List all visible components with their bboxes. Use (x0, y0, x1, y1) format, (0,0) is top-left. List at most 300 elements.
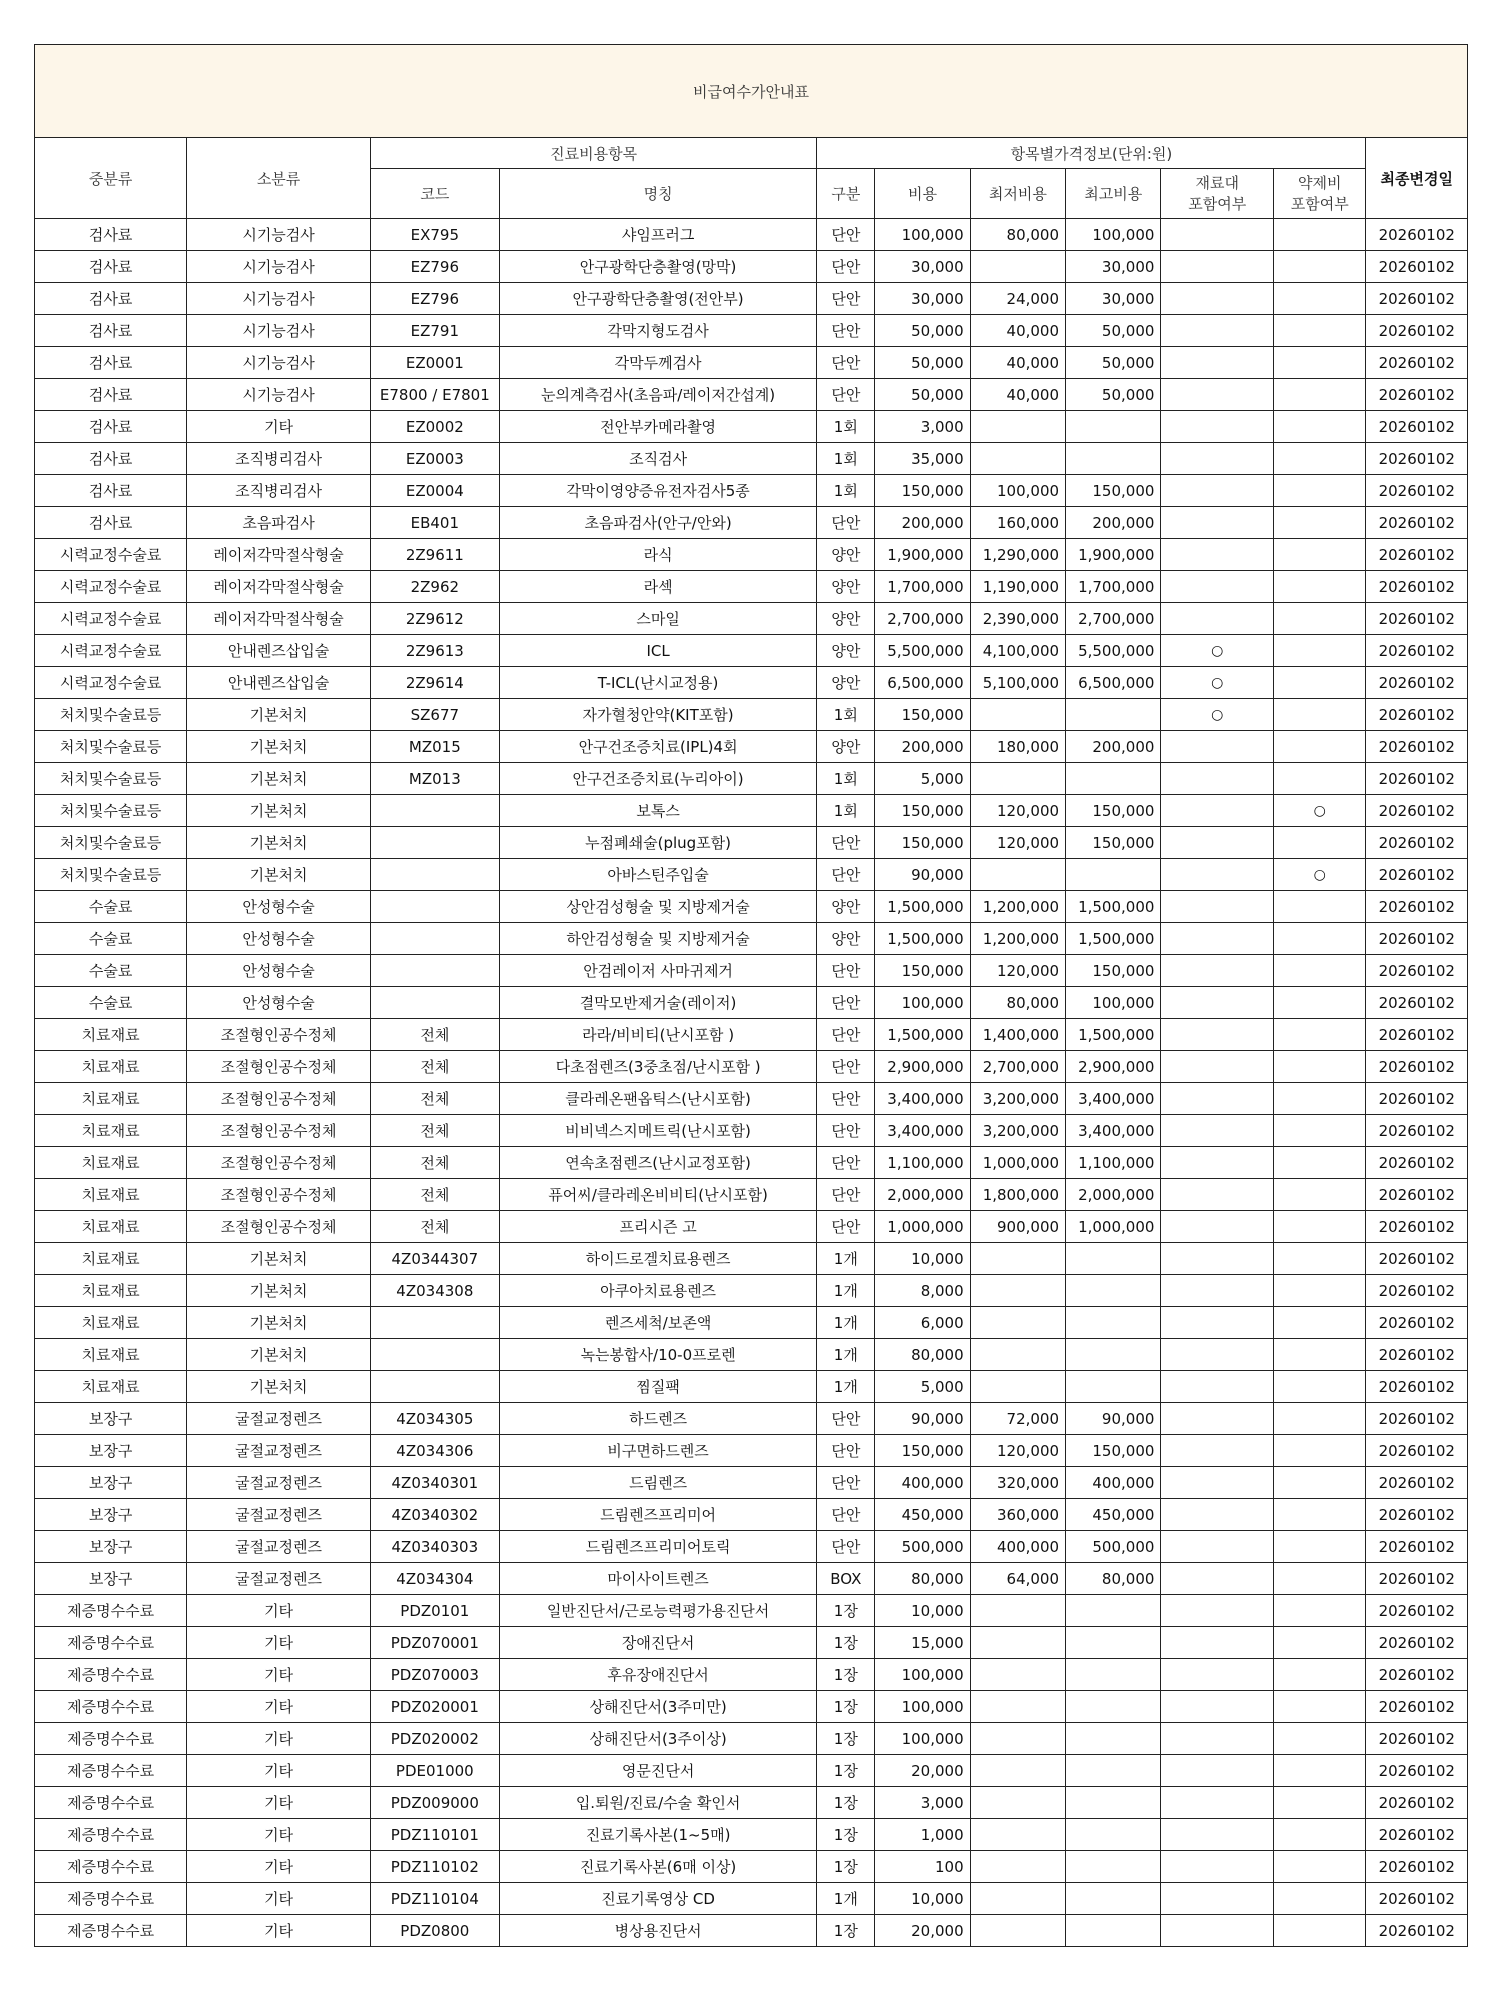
cell-sub-category: 기본처치 (187, 763, 371, 795)
cell-sub-category: 굴절교정렌즈 (187, 1403, 371, 1435)
cell-sub-category: 시기능검사 (187, 251, 371, 283)
cell-mid-category: 검사료 (35, 315, 187, 347)
cell-cost: 8,000 (875, 1275, 970, 1307)
cell-unit: 1장 (817, 1659, 875, 1691)
cell-name: 각막이영양증유전자검사5종 (499, 475, 817, 507)
table-row (35, 1019, 1468, 1051)
cell-sub-category: 조절형인공수정체 (187, 1083, 371, 1115)
cell-max-cost (1066, 1851, 1161, 1883)
cell-max-cost (1066, 1883, 1161, 1915)
cell-material (1161, 1179, 1274, 1211)
cell-material: ○ (1161, 667, 1274, 699)
cell-material (1161, 379, 1274, 411)
cell-min-cost (970, 1595, 1065, 1627)
cell-max-cost (1066, 1243, 1161, 1275)
cell-unit: 단안 (817, 283, 875, 315)
cell-sub-category: 기타 (187, 1659, 371, 1691)
cell-material (1161, 1499, 1274, 1531)
cell-max-cost (1066, 1307, 1161, 1339)
cell-mid-category: 검사료 (35, 379, 187, 411)
cell-name: 샤임프러그 (499, 219, 817, 251)
cell-min-cost (970, 1627, 1065, 1659)
cell-drug (1274, 1371, 1366, 1403)
cell-name: 비비넥스지메트릭(난시포함) (499, 1115, 817, 1147)
cell-last-modified: 20260102 (1366, 283, 1468, 315)
cell-last-modified: 20260102 (1366, 1627, 1468, 1659)
cell-max-cost: 80,000 (1066, 1563, 1161, 1595)
cell-name: 각막두께검사 (499, 347, 817, 379)
cell-mid-category: 검사료 (35, 475, 187, 507)
cell-cost: 100,000 (875, 1691, 970, 1723)
cell-name: 드림렌즈프리미어토릭 (499, 1531, 817, 1563)
cell-unit: 단안 (817, 1435, 875, 1467)
cell-unit: 단안 (817, 1531, 875, 1563)
cell-code: PDZ0101 (370, 1595, 499, 1627)
cell-unit: 1회 (817, 795, 875, 827)
cell-cost: 100 (875, 1851, 970, 1883)
header-unit: 구분 (817, 169, 875, 219)
cell-unit: 1장 (817, 1819, 875, 1851)
cell-material (1161, 1595, 1274, 1627)
table-row (35, 347, 1468, 379)
cell-unit: 단안 (817, 955, 875, 987)
cell-material (1161, 603, 1274, 635)
table-row (35, 891, 1468, 923)
cell-name: 퓨어씨/클라레온비비티(난시포함) (499, 1179, 817, 1211)
cell-drug (1274, 1339, 1366, 1371)
cell-max-cost: 100,000 (1066, 987, 1161, 1019)
table-row (35, 1915, 1468, 1947)
cell-mid-category: 치료재료 (35, 1051, 187, 1083)
cell-unit: 1장 (817, 1851, 875, 1883)
table-row (35, 955, 1468, 987)
cell-code: EZ0003 (370, 443, 499, 475)
cell-material (1161, 923, 1274, 955)
cell-sub-category: 조절형인공수정체 (187, 1019, 371, 1051)
cell-sub-category: 기타 (187, 1915, 371, 1947)
cell-material (1161, 1851, 1274, 1883)
table-row (35, 283, 1468, 315)
cell-code (370, 923, 499, 955)
cell-cost: 3,000 (875, 1787, 970, 1819)
cell-material (1161, 1435, 1274, 1467)
cell-unit: 1회 (817, 443, 875, 475)
cell-cost: 1,500,000 (875, 891, 970, 923)
cell-material (1161, 827, 1274, 859)
cell-code: 전체 (370, 1019, 499, 1051)
cell-max-cost (1066, 1819, 1161, 1851)
cell-min-cost (970, 859, 1065, 891)
cell-unit: 1장 (817, 1595, 875, 1627)
cell-drug (1274, 1755, 1366, 1787)
cell-drug (1274, 923, 1366, 955)
cell-cost: 50,000 (875, 379, 970, 411)
cell-last-modified: 20260102 (1366, 507, 1468, 539)
cell-drug (1274, 731, 1366, 763)
cell-sub-category: 기타 (187, 411, 371, 443)
cell-sub-category: 기타 (187, 1723, 371, 1755)
cell-code: 4Z034305 (370, 1403, 499, 1435)
cell-min-cost: 24,000 (970, 283, 1065, 315)
cell-min-cost: 2,700,000 (970, 1051, 1065, 1083)
cell-drug (1274, 955, 1366, 987)
cell-mid-category: 처치및수술료등 (35, 859, 187, 891)
cell-last-modified: 20260102 (1366, 1083, 1468, 1115)
cell-last-modified: 20260102 (1366, 1307, 1468, 1339)
cell-mid-category: 치료재료 (35, 1275, 187, 1307)
cell-unit: 양안 (817, 539, 875, 571)
cell-code: 2Z962 (370, 571, 499, 603)
cell-unit: 단안 (817, 1019, 875, 1051)
cell-unit: 1장 (817, 1627, 875, 1659)
cell-material (1161, 571, 1274, 603)
cell-name: 일반진단서/근로능력평가용진단서 (499, 1595, 817, 1627)
cell-mid-category: 제증명수수료 (35, 1755, 187, 1787)
cell-min-cost: 3,200,000 (970, 1083, 1065, 1115)
cell-mid-category: 처치및수술료등 (35, 827, 187, 859)
cell-material (1161, 507, 1274, 539)
cell-cost: 1,700,000 (875, 571, 970, 603)
cell-min-cost (970, 1691, 1065, 1723)
cell-code (370, 795, 499, 827)
table-row (35, 1403, 1468, 1435)
cell-last-modified: 20260102 (1366, 1275, 1468, 1307)
cell-max-cost: 5,500,000 (1066, 635, 1161, 667)
cell-material: ○ (1161, 699, 1274, 731)
cell-max-cost (1066, 1371, 1161, 1403)
cell-max-cost: 2,900,000 (1066, 1051, 1161, 1083)
cell-max-cost (1066, 411, 1161, 443)
cell-unit: 1개 (817, 1371, 875, 1403)
cell-code: 전체 (370, 1179, 499, 1211)
cell-code: PDE01000 (370, 1755, 499, 1787)
cell-last-modified: 20260102 (1366, 1595, 1468, 1627)
cell-material (1161, 731, 1274, 763)
table-row (35, 219, 1468, 251)
cell-last-modified: 20260102 (1366, 1243, 1468, 1275)
cell-max-cost: 3,400,000 (1066, 1115, 1161, 1147)
cell-material (1161, 1659, 1274, 1691)
cell-drug (1274, 1147, 1366, 1179)
cell-code: MZ013 (370, 763, 499, 795)
cell-min-cost (970, 1851, 1065, 1883)
cell-material (1161, 539, 1274, 571)
cell-mid-category: 제증명수수료 (35, 1819, 187, 1851)
cell-unit: 1개 (817, 1883, 875, 1915)
cell-code: 전체 (370, 1211, 499, 1243)
cell-max-cost (1066, 859, 1161, 891)
cell-code: 2Z9611 (370, 539, 499, 571)
cell-mid-category: 제증명수수료 (35, 1723, 187, 1755)
cell-min-cost (970, 443, 1065, 475)
table-row (35, 1883, 1468, 1915)
cell-material (1161, 955, 1274, 987)
cell-drug (1274, 1787, 1366, 1819)
cell-drug (1274, 411, 1366, 443)
cell-material (1161, 795, 1274, 827)
cell-drug (1274, 1563, 1366, 1595)
cell-name: 하이드로겔치료용렌즈 (499, 1243, 817, 1275)
cell-material (1161, 891, 1274, 923)
cell-code: EZ796 (370, 251, 499, 283)
table-row (35, 1723, 1468, 1755)
cell-code (370, 891, 499, 923)
cell-drug (1274, 315, 1366, 347)
cell-mid-category: 검사료 (35, 251, 187, 283)
cell-last-modified: 20260102 (1366, 635, 1468, 667)
cell-sub-category: 안성형수술 (187, 923, 371, 955)
cell-name: 클라레온팬옵틱스(난시포함) (499, 1083, 817, 1115)
cell-drug (1274, 1211, 1366, 1243)
cell-mid-category: 치료재료 (35, 1115, 187, 1147)
header-code: 코드 (370, 169, 499, 219)
cell-code: 전체 (370, 1147, 499, 1179)
cell-max-cost: 150,000 (1066, 827, 1161, 859)
cell-drug (1274, 1435, 1366, 1467)
cell-unit: 양안 (817, 923, 875, 955)
cell-max-cost: 6,500,000 (1066, 667, 1161, 699)
cell-drug (1274, 539, 1366, 571)
cell-last-modified: 20260102 (1366, 1787, 1468, 1819)
cell-mid-category: 치료재료 (35, 1179, 187, 1211)
cell-drug (1274, 1115, 1366, 1147)
cell-drug (1274, 1627, 1366, 1659)
cell-drug (1274, 987, 1366, 1019)
cell-mid-category: 보장구 (35, 1403, 187, 1435)
header-mid-category: 중분류 (35, 138, 187, 219)
table-row (35, 379, 1468, 411)
cell-last-modified: 20260102 (1366, 763, 1468, 795)
cell-min-cost: 360,000 (970, 1499, 1065, 1531)
cell-mid-category: 제증명수수료 (35, 1851, 187, 1883)
cell-sub-category: 조절형인공수정체 (187, 1051, 371, 1083)
cell-code: EB401 (370, 507, 499, 539)
cell-unit: BOX (817, 1563, 875, 1595)
cell-code: 4Z034308 (370, 1275, 499, 1307)
table-row (35, 507, 1468, 539)
cell-cost: 150,000 (875, 955, 970, 987)
cell-drug (1274, 1499, 1366, 1531)
cell-name: 누점폐쇄술(plug포함) (499, 827, 817, 859)
cell-cost: 200,000 (875, 731, 970, 763)
table-row (35, 763, 1468, 795)
cell-min-cost (970, 251, 1065, 283)
cell-last-modified: 20260102 (1366, 219, 1468, 251)
header-item-group: 진료비용항목 (370, 138, 817, 169)
table-row (35, 1339, 1468, 1371)
cell-cost: 400,000 (875, 1467, 970, 1499)
cell-name: 보톡스 (499, 795, 817, 827)
table-row (35, 1755, 1468, 1787)
cell-max-cost (1066, 699, 1161, 731)
cell-material (1161, 1691, 1274, 1723)
cell-cost: 150,000 (875, 475, 970, 507)
cell-sub-category: 조절형인공수정체 (187, 1211, 371, 1243)
cell-drug (1274, 667, 1366, 699)
table-row (35, 1787, 1468, 1819)
cell-unit: 양안 (817, 891, 875, 923)
cell-last-modified: 20260102 (1366, 603, 1468, 635)
header-cost: 비용 (875, 169, 970, 219)
table-row (35, 1627, 1468, 1659)
cell-sub-category: 안성형수술 (187, 955, 371, 987)
cell-max-cost: 1,900,000 (1066, 539, 1161, 571)
cell-code: E7800 / E7801 (370, 379, 499, 411)
cell-name: 드림렌즈프리미어 (499, 1499, 817, 1531)
cell-material (1161, 443, 1274, 475)
cell-code (370, 859, 499, 891)
cell-cost: 5,500,000 (875, 635, 970, 667)
cell-min-cost: 1,190,000 (970, 571, 1065, 603)
cell-min-cost: 180,000 (970, 731, 1065, 763)
cell-cost: 5,000 (875, 763, 970, 795)
cell-min-cost: 320,000 (970, 1467, 1065, 1499)
cell-cost: 1,000 (875, 1819, 970, 1851)
cell-name: 비구면하드렌즈 (499, 1435, 817, 1467)
cell-unit: 단안 (817, 1467, 875, 1499)
cell-min-cost: 64,000 (970, 1563, 1065, 1595)
cell-material (1161, 763, 1274, 795)
cell-sub-category: 레이저각막절삭형술 (187, 539, 371, 571)
table-body (35, 219, 1468, 1947)
cell-sub-category: 굴절교정렌즈 (187, 1563, 371, 1595)
cell-drug (1274, 443, 1366, 475)
cell-name: 스마일 (499, 603, 817, 635)
cell-drug (1274, 1243, 1366, 1275)
cell-mid-category: 제증명수수료 (35, 1627, 187, 1659)
table-row (35, 1851, 1468, 1883)
cell-material (1161, 1403, 1274, 1435)
cell-max-cost (1066, 1627, 1161, 1659)
cell-last-modified: 20260102 (1366, 795, 1468, 827)
cell-code: PDZ110102 (370, 1851, 499, 1883)
cell-material: ○ (1161, 635, 1274, 667)
cell-last-modified: 20260102 (1366, 1499, 1468, 1531)
cell-mid-category: 수술료 (35, 923, 187, 955)
cell-sub-category: 조절형인공수정체 (187, 1147, 371, 1179)
cell-material (1161, 1307, 1274, 1339)
table-row (35, 667, 1468, 699)
table-header (35, 138, 1468, 219)
cell-sub-category: 조절형인공수정체 (187, 1179, 371, 1211)
cell-name: 진료기록사본(1~5매) (499, 1819, 817, 1851)
cell-sub-category: 기본처치 (187, 699, 371, 731)
table-row (35, 1115, 1468, 1147)
cell-cost: 90,000 (875, 859, 970, 891)
cell-code: PDZ070001 (370, 1627, 499, 1659)
cell-min-cost: 40,000 (970, 379, 1065, 411)
cell-sub-category: 시기능검사 (187, 379, 371, 411)
cell-name: 아쿠아치료용렌즈 (499, 1275, 817, 1307)
cell-code: 4Z0340303 (370, 1531, 499, 1563)
cell-max-cost (1066, 1787, 1161, 1819)
cell-material (1161, 1627, 1274, 1659)
cell-code: 2Z9612 (370, 603, 499, 635)
cell-name: 다초점렌즈(3중초점/난시포함 ) (499, 1051, 817, 1083)
cell-unit: 단안 (817, 827, 875, 859)
cell-code (370, 1307, 499, 1339)
cell-material (1161, 1819, 1274, 1851)
cell-code: EZ796 (370, 283, 499, 315)
cell-code: EZ0004 (370, 475, 499, 507)
cell-min-cost (970, 1339, 1065, 1371)
cell-mid-category: 처치및수술료등 (35, 699, 187, 731)
cell-mid-category: 보장구 (35, 1467, 187, 1499)
cell-sub-category: 초음파검사 (187, 507, 371, 539)
table-row (35, 1499, 1468, 1531)
cell-max-cost (1066, 1691, 1161, 1723)
cell-code: EZ791 (370, 315, 499, 347)
table-row (35, 1595, 1468, 1627)
cell-drug (1274, 1275, 1366, 1307)
cell-material (1161, 1243, 1274, 1275)
cell-material (1161, 1915, 1274, 1947)
cell-sub-category: 시기능검사 (187, 219, 371, 251)
cell-unit: 1회 (817, 699, 875, 731)
table-row (35, 795, 1468, 827)
cell-sub-category: 안내렌즈삽입술 (187, 667, 371, 699)
cell-cost: 2,000,000 (875, 1179, 970, 1211)
cell-material (1161, 1371, 1274, 1403)
cell-sub-category: 기타 (187, 1883, 371, 1915)
cell-last-modified: 20260102 (1366, 1819, 1468, 1851)
cell-code: MZ015 (370, 731, 499, 763)
cell-max-cost: 3,400,000 (1066, 1083, 1161, 1115)
cell-drug (1274, 827, 1366, 859)
cell-sub-category: 기타 (187, 1819, 371, 1851)
table-row (35, 635, 1468, 667)
cell-min-cost (970, 1819, 1065, 1851)
cell-name: 결막모반제거술(레이저) (499, 987, 817, 1019)
cell-name: 눈의계측검사(초음파/레이저간섭계) (499, 379, 817, 411)
cell-unit: 양안 (817, 635, 875, 667)
cell-mid-category: 치료재료 (35, 1307, 187, 1339)
cell-material (1161, 411, 1274, 443)
cell-max-cost: 400,000 (1066, 1467, 1161, 1499)
cell-min-cost (970, 1243, 1065, 1275)
cell-drug (1274, 1851, 1366, 1883)
cell-code: PDZ0800 (370, 1915, 499, 1947)
cell-code: PDZ070003 (370, 1659, 499, 1691)
cell-drug (1274, 1595, 1366, 1627)
cell-unit: 1개 (817, 1243, 875, 1275)
cell-last-modified: 20260102 (1366, 1851, 1468, 1883)
cell-max-cost: 50,000 (1066, 347, 1161, 379)
cell-code (370, 1371, 499, 1403)
table-row (35, 1243, 1468, 1275)
cell-drug (1274, 251, 1366, 283)
cell-name: 드림렌즈 (499, 1467, 817, 1499)
cell-drug (1274, 1883, 1366, 1915)
cell-unit: 1장 (817, 1787, 875, 1819)
cell-name: 안구광학단층촬영(전안부) (499, 283, 817, 315)
cell-last-modified: 20260102 (1366, 1051, 1468, 1083)
cell-sub-category: 시기능검사 (187, 315, 371, 347)
cell-name: 진료기록사본(6매 이상) (499, 1851, 817, 1883)
header-name: 명칭 (499, 169, 817, 219)
cell-cost: 200,000 (875, 507, 970, 539)
cell-cost: 10,000 (875, 1883, 970, 1915)
cell-cost: 6,500,000 (875, 667, 970, 699)
cell-drug (1274, 1467, 1366, 1499)
cell-min-cost: 1,000,000 (970, 1147, 1065, 1179)
cell-code: 4Z0340302 (370, 1499, 499, 1531)
cell-code: 2Z9614 (370, 667, 499, 699)
cell-code: 4Z0344307 (370, 1243, 499, 1275)
cell-material (1161, 1019, 1274, 1051)
cell-name: 자가혈청안약(KIT포함) (499, 699, 817, 731)
cell-code: 4Z034306 (370, 1435, 499, 1467)
